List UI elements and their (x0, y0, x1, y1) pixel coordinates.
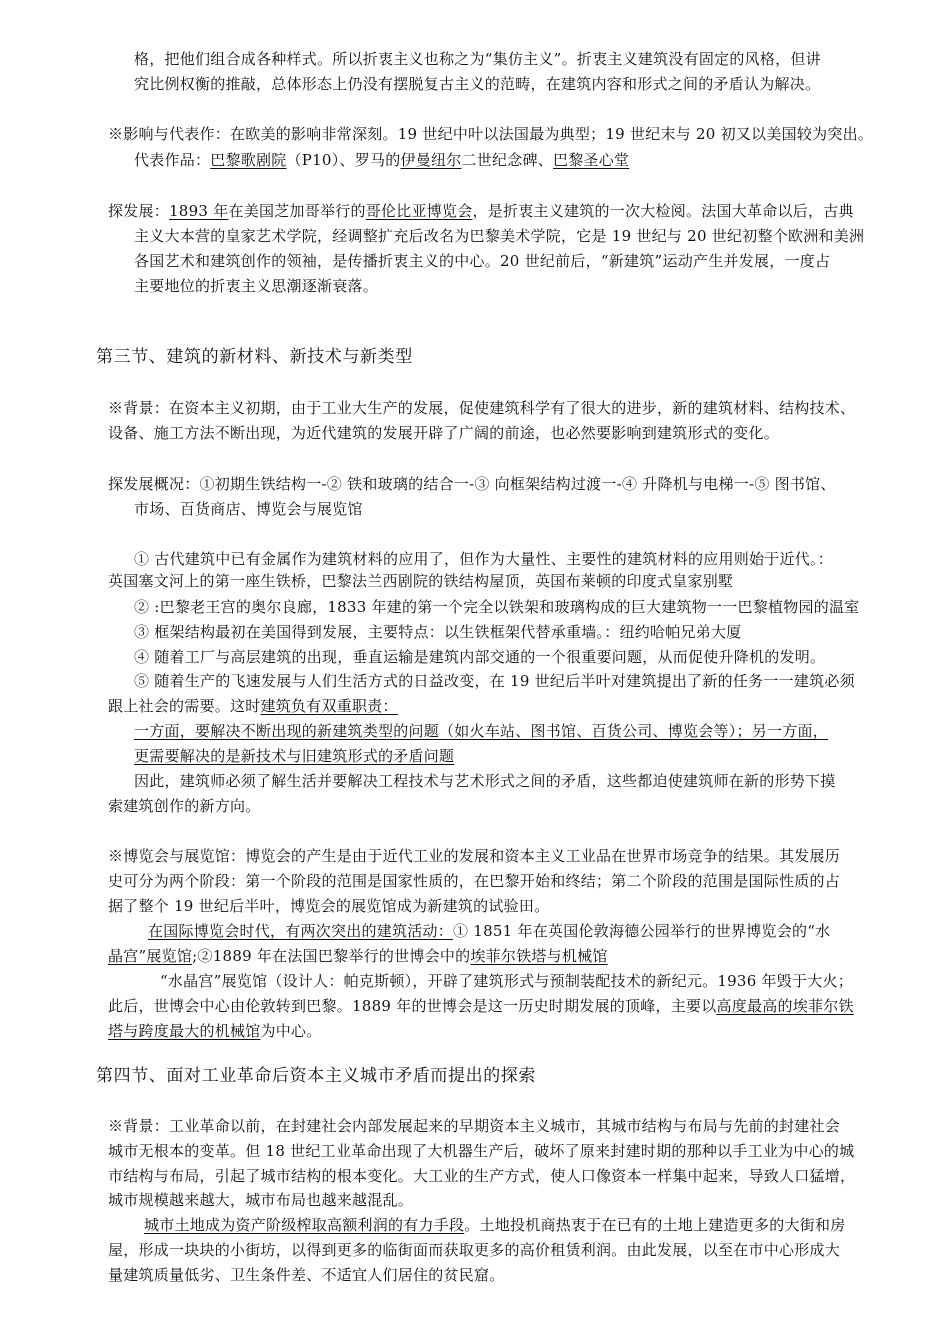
paragraph-line: ※背景：工业革命以前，在封建社会内部发展起来的早期资本主义城市，其城市结构与布局与先前的封建社会 (108, 1117, 841, 1135)
underlined-term: 巴黎圣心堂 (553, 151, 630, 169)
underlined-term: 巴黎歌剧院 (210, 151, 287, 169)
underlined-term: 伊曼纽尔 (400, 151, 462, 169)
paragraph-line: 据了整个 19 世纪后半叶，博览会的展览馆成为新建筑的试验田。 (108, 897, 550, 915)
underlined-term: 晶宫”展览馆 (108, 947, 193, 965)
paragraph-line: 因此，建筑师必须了解生活并要解决工程技术与艺术形式之间的矛盾，这些都迫使建筑师在新的形势下摸 (134, 772, 836, 790)
paragraph-line (108, 1021, 322, 1041)
paragraph-line: 屋，形成一块块的小街坊，以得到更多的临街面而获取更多的高价租赁利润。由此发展，以至在市中心形成大 (108, 1241, 841, 1259)
paragraph-line: ※博览会与展览馆：博览会的产生是由于近代工业的发展和资本主义工业品在世界市场竞争的结果。其发展历 (108, 847, 841, 865)
paragraph-line: 城市无根本的变革。但 18 世纪工业革命出现了大机器生产后，破坏了原来封建时期的那种以手工业为中心的城 (108, 1142, 855, 1160)
underlined-term: 建筑负有双重职责： (260, 697, 398, 715)
paragraph-line (108, 996, 854, 1016)
text-run: 跟上社会的需要。这时 (108, 697, 261, 715)
paragraph-line (144, 1215, 846, 1235)
text-run: 探发展： (108, 202, 170, 220)
list-item: ⑤ 随着生产的飞速发展与人们生活方式的日益改变，在 19 世纪后半叶对建筑提出了新的任务一一建筑必须 (134, 672, 855, 690)
text-run: 此后，世博会中心由伦敦转到巴黎。1889 年的世博会是这一历史时期发展的顶峰，主要以 (108, 997, 717, 1015)
text-run: （P10）、罗马的 (286, 151, 401, 169)
underlined-line: 一方面，要解决不断出现的新建筑类型的问题（如火车站、图书馆、百货公司、博览会等）；另一方面， (134, 722, 829, 740)
paragraph-line: 究比例权衡的推敲，总体形态上仍没有摆脱复古主义的范畴，在建筑内容和形式之间的矛盾认为解决。 (134, 75, 821, 93)
text-run: 。土地投机商热衷于在已有的土地上建造更多的大街和房 (464, 1216, 846, 1234)
underlined-term: 1893 年 (169, 202, 229, 220)
text-run: 在美国芝加哥举行的 (228, 202, 366, 220)
list-item: ③ 框架结构最初在美国得到发展，主要特点：以生铁框架代替承重墙。：纽约哈帕兄弟大厦 (134, 623, 742, 641)
paragraph-line: 各国艺术和建筑创作的领袖，是传播折衷主义的中心。20 世纪前后，“新建筑”运动产生并发展，一度占 (134, 252, 831, 270)
development-line (108, 201, 854, 221)
paragraph-line: 格，把他们组合成各种样式。所以折衷主义也称之为“集仿主义”。折衷主义建筑没有固定的风格，但讲 (134, 50, 821, 68)
underlined-term: 哥伦比亚博览会 (365, 202, 473, 220)
paragraph-line: 市结构与布局，引起了城市结构的根本变化。大工业的生产方式，使人口像资本一样集中起来，导致人口猛增， (108, 1167, 856, 1185)
section-heading: 第三节、建筑的新材料、新技术与新类型 (96, 347, 413, 367)
underlined-term: 高度最高的埃菲尔铁 (716, 997, 854, 1015)
paragraph-line: 索建筑创作的新方向。 (108, 797, 261, 815)
paragraph-line: 量建筑质量低劣、卫生条件差、不适宜人们居住的贫民窟。 (108, 1266, 505, 1284)
paragraph-line: 市场、百货商店、博览会与展览馆 (134, 500, 363, 518)
paragraph-line: 主义大本营的皇家艺术学院，经调整扩充后改名为巴黎美术学院，它是 19 世纪与 20 世纪初整个欧洲和美洲 (134, 227, 865, 245)
paragraph-line: 主要地位的折衷主义思潮逐渐衰落。 (134, 277, 379, 295)
text-run: ① 1851 年在英国伦敦海德公园举行的世界博览会的“水 (453, 922, 831, 940)
paragraph-line: “水晶宫”展览馆（设计人：帕克斯顿），开辟了建筑形式与预制装配技术的新纪元。1936 年毁于大火； (160, 972, 854, 990)
representative-works-line (134, 150, 629, 170)
text-run: 为中心。 (260, 1022, 322, 1040)
section-heading: 第四节、面对工业革命后资本主义城市矛盾而提出的探索 (96, 1066, 536, 1086)
paragraph-line: 城市规模越来越大，城市布局也越来越混乱。 (108, 1191, 414, 1209)
underlined-term: 埃菲尔铁塔与机械馆 (470, 947, 608, 965)
text-run: 二世纪念碑、 (461, 151, 553, 169)
paragraph-line: 探发展概况：①初期生铁结构一-② 铁和玻璃的结合一-③ 向框架结构过渡一-④ 升降机与电梯一-⑤ 图书馆、 (108, 475, 836, 493)
paragraph-line: 英国塞文河上的第一座生铁桥，巴黎法兰西剧院的铁结构屋顶，英国布莱顿的印度式皇家别墅 (108, 572, 734, 590)
list-item: ④ 随着工厂与高层建筑的出现，垂直运输是建筑内部交通的一个很重要问题，从而促使升降机的发明。 (134, 648, 826, 666)
paragraph-line (148, 921, 830, 941)
underlined-term: 在国际博览会时代，有两次突出的建筑活动： (148, 922, 454, 940)
paragraph-line: 设备、施工方法不断出现，为近代建筑的发展开辟了广阔的前途，也必然要影响到建筑形式的变化。 (108, 424, 780, 442)
underlined-term: 城市土地成为资产阶级榨取高额利润的有力手段 (144, 1216, 465, 1234)
text-run: 代表作品： (134, 151, 211, 169)
text-run: ;②1889 年在法国巴黎举行的世博会中的 (192, 947, 471, 965)
paragraph-line (108, 696, 398, 716)
text-run: ，是折衷主义建筑的一次大检阅。法国大革命以后，古典 (472, 202, 854, 220)
paragraph-line: ※影响与代表作：在欧美的影响非常深刻。19 世纪中叶以法国最为典型；19 世纪末与 20 初又以美国较为突出。 (108, 125, 874, 143)
underlined-term: 塔与跨度最大的机械馆 (108, 1022, 261, 1040)
underlined-line: 更需要解决的是新技术与旧建筑形式的矛盾问题 (134, 747, 455, 765)
list-item: ① 古代建筑中已有金属作为建筑材料的应用了，但作为大量性、主要性的建筑材料的应用则始于近代。： (134, 550, 834, 568)
paragraph-line: ※背景：在资本主义初期，由于工业大生产的发展，促使建筑科学有了很大的进步，新的建筑材料、结构技术、 (108, 399, 856, 417)
paragraph-line (108, 946, 608, 966)
paragraph-line: 史可分为两个阶段：第一个阶段的范围是国家性质的，在巴黎开始和终结；第二个阶段的范围是国际性质的占 (108, 872, 841, 890)
list-item: ② :巴黎老王宫的奥尔良廊，1833 年建的第一个完全以铁架和玻璃构成的巨大建筑物一一巴黎植物园的温室 (134, 598, 860, 616)
